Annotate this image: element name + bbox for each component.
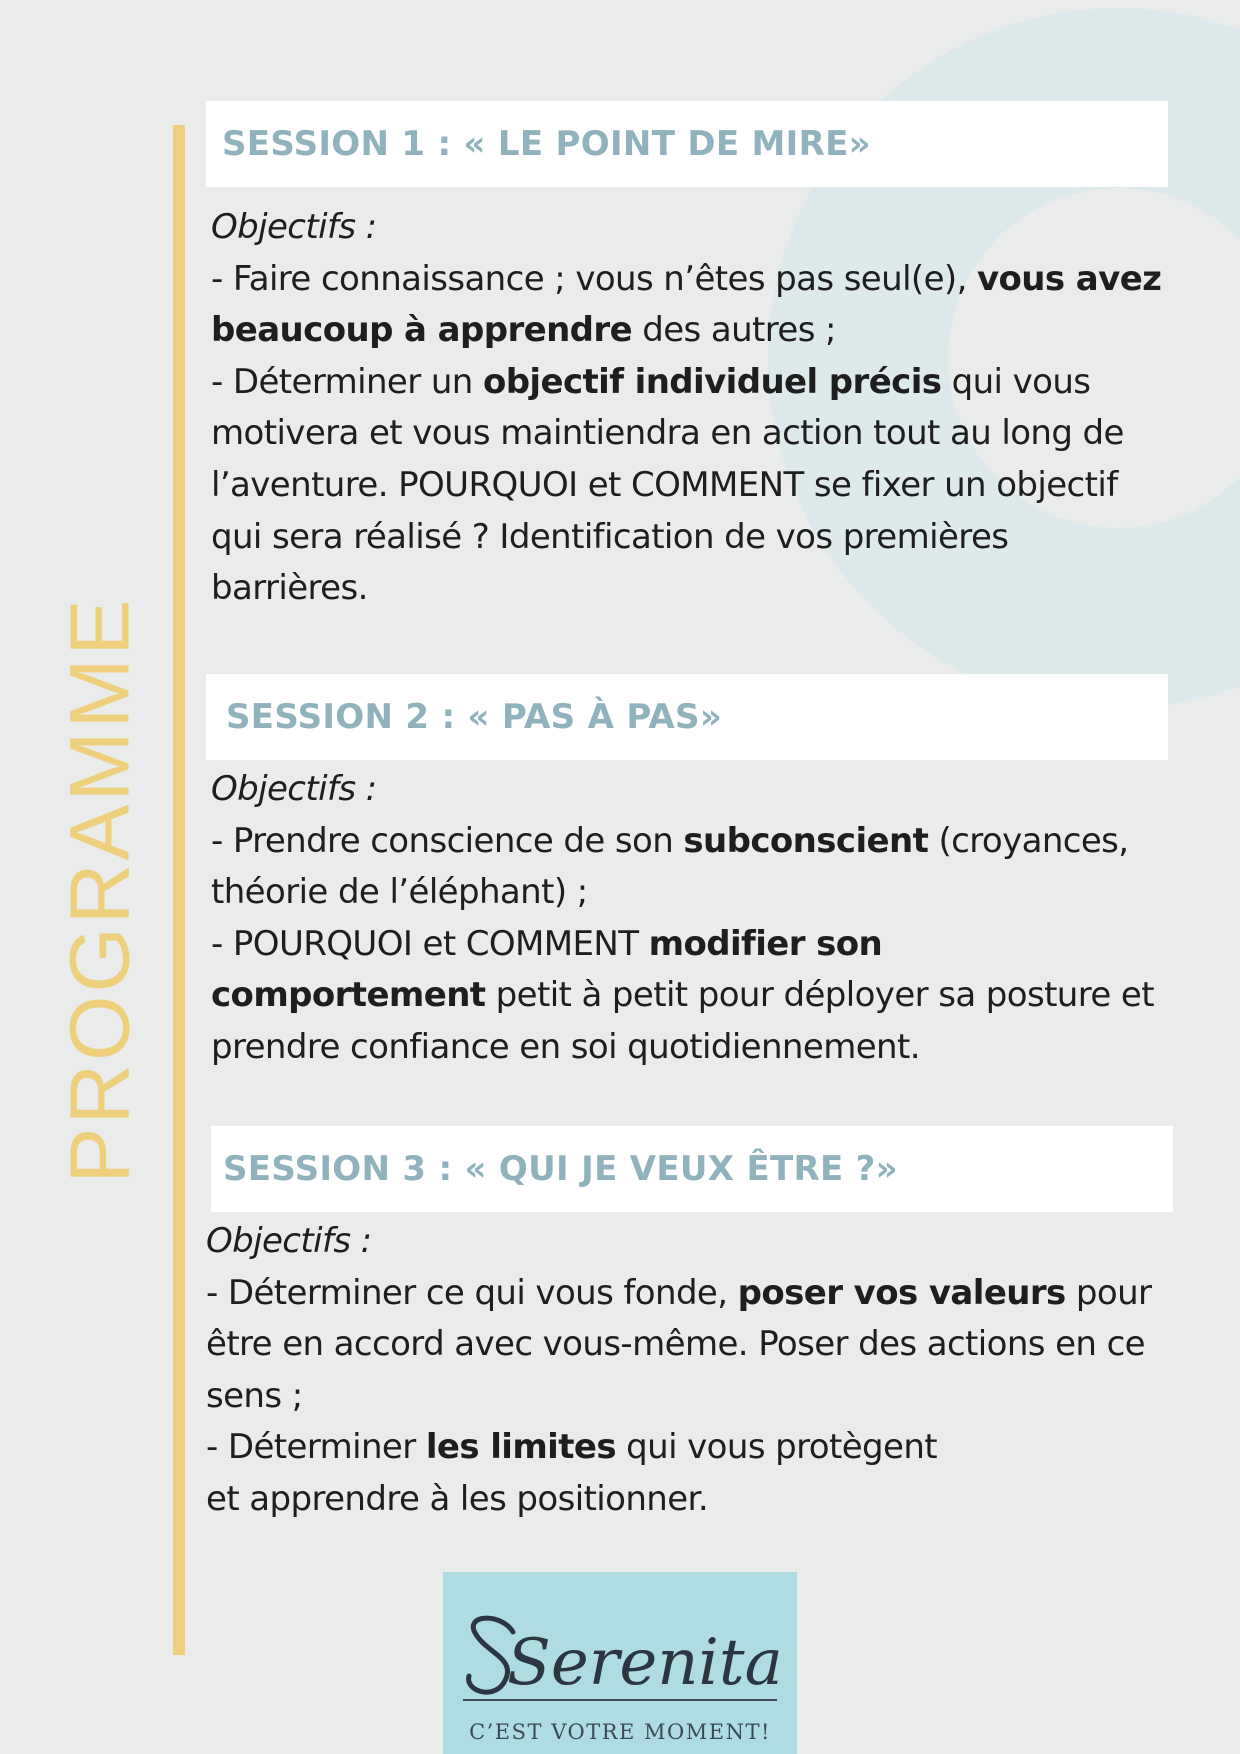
session-1-body	[211, 202, 1196, 615]
body-text: - Déterminer	[206, 1427, 426, 1468]
objective-line	[206, 1268, 1191, 1320]
emphasis-text: comportement	[211, 975, 486, 1016]
body-text: motivera et vous maintiendra en action tout au long de	[211, 413, 1124, 454]
brand-name: Serenita	[507, 1626, 783, 1700]
objective-line	[211, 357, 1196, 409]
emphasis-text: les limites	[425, 1427, 616, 1468]
objective-line	[211, 970, 1196, 1022]
session-1-header: SESSION 1 : « LE POINT DE MIRE»	[206, 101, 1168, 187]
body-text: qui vous protègent	[615, 1427, 937, 1468]
objectives-text	[211, 254, 1196, 615]
objective-line	[211, 1022, 1196, 1074]
emphasis-text: objectif individuel précis	[482, 361, 942, 402]
objectives-text	[211, 816, 1196, 1074]
objectives-label: Objectifs :	[211, 769, 377, 809]
body-text: sens ;	[206, 1375, 303, 1416]
emphasis-text: modifier son	[648, 923, 883, 964]
body-text: des autres ;	[632, 310, 836, 351]
logo-tagline: C’EST VOTRE MOMENT!	[469, 1720, 771, 1744]
serenita-wordmark	[443, 1572, 797, 1722]
objectives-label: Objectifs :	[206, 1221, 372, 1261]
body-text: - Faire connaissance ; vous n’êtes pas seul(e),	[211, 258, 977, 299]
body-text: être en accord avec vous-même. Poser des actions en ce	[206, 1324, 1145, 1365]
body-text: prendre confiance en soi quotidiennement.	[211, 1026, 920, 1067]
body-text: petit à petit pour déployer sa posture et	[485, 975, 1154, 1016]
objective-line	[211, 305, 1196, 357]
accent-vertical-bar	[173, 125, 185, 1655]
objective-line	[211, 919, 1196, 971]
session-3-body	[206, 1216, 1191, 1526]
objective-line	[206, 1422, 1191, 1474]
emphasis-text: beaucoup à apprendre	[211, 310, 633, 351]
serenita-logo	[443, 1572, 797, 1754]
objective-line	[206, 1319, 1191, 1371]
emphasis-text: poser vos valeurs	[737, 1272, 1066, 1313]
emphasis-text: vous avez	[976, 258, 1162, 299]
objective-line	[211, 816, 1196, 868]
body-text: l’aventure. POURQUOI et COMMENT se fixer un objectif	[211, 464, 1118, 505]
objective-line	[211, 460, 1196, 512]
session-2-body	[211, 764, 1196, 1074]
objective-line	[206, 1371, 1191, 1423]
objective-line	[211, 867, 1196, 919]
body-text: qui sera réalisé ? Identification de vos premières	[211, 516, 1009, 557]
body-text: - Déterminer ce qui vous fonde,	[206, 1272, 738, 1313]
objectives-text	[206, 1268, 1191, 1526]
objective-line	[211, 254, 1196, 306]
objective-line	[211, 563, 1196, 615]
body-text: et apprendre à les positionner.	[206, 1478, 709, 1519]
objectives-label: Objectifs :	[211, 207, 377, 247]
body-text: pour	[1065, 1272, 1152, 1313]
body-text: qui vous	[941, 361, 1091, 402]
body-text: (croyances,	[928, 820, 1129, 861]
session-2-header: SESSION 2 : « PAS À PAS»	[206, 674, 1168, 760]
body-text: barrières.	[211, 568, 368, 609]
objective-line	[211, 408, 1196, 460]
objective-line	[206, 1474, 1191, 1526]
body-text: - Prendre conscience de son	[211, 820, 684, 861]
body-text: - Déterminer un	[211, 361, 483, 402]
emphasis-text: subconscient	[683, 820, 929, 861]
page-title: PROGRAMME	[52, 596, 147, 1184]
body-text: théorie de l’éléphant) ;	[211, 872, 588, 913]
session-3-header: SESSION 3 : « QUI JE VEUX ÊTRE ?»	[211, 1126, 1173, 1212]
body-text: - POURQUOI et COMMENT	[211, 923, 649, 964]
objective-line	[211, 512, 1196, 564]
